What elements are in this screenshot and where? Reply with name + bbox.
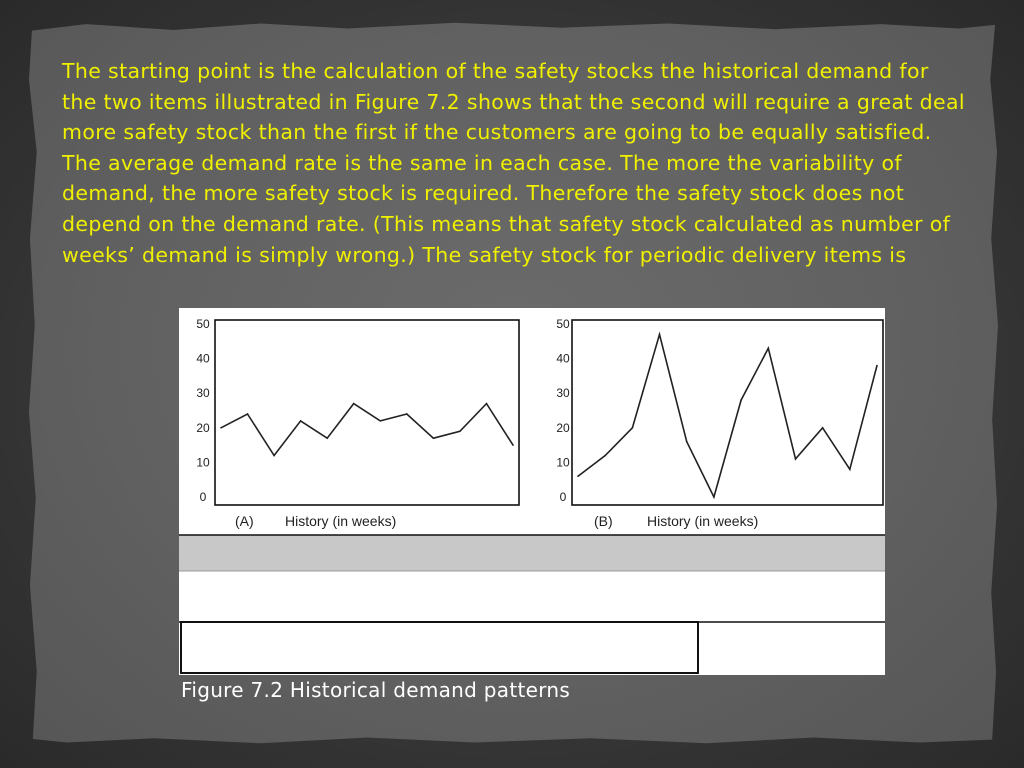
chart-b: [556, 317, 883, 529]
series-line: [578, 334, 877, 497]
table-empty-cell: [181, 622, 698, 673]
data-point: [659, 334, 661, 336]
data-point: [686, 441, 688, 443]
panel-label: (B): [594, 513, 613, 529]
data-point: [379, 420, 381, 422]
y-tick-label: 20: [196, 420, 210, 435]
table-band-gray: [179, 535, 885, 571]
data-point: [300, 420, 302, 422]
data-point: [512, 444, 514, 446]
data-point: [713, 496, 715, 498]
y-tick-label: 20: [556, 420, 570, 435]
y-tick-label: 0: [199, 490, 207, 504]
data-point: [433, 437, 435, 439]
y-tick-label: 10: [556, 455, 570, 470]
data-point: [822, 427, 824, 429]
panel-label: (A): [235, 513, 254, 529]
data-point: [220, 427, 222, 429]
y-tick-label: 10: [196, 455, 210, 470]
data-point: [795, 458, 797, 460]
data-point: [632, 427, 634, 429]
series-line: [221, 404, 513, 456]
data-point: [406, 413, 408, 415]
y-tick-label: 40: [196, 351, 210, 366]
y-tick-label: 30: [556, 386, 570, 401]
data-point: [486, 403, 488, 405]
data-point: [849, 469, 851, 471]
data-point: [459, 430, 461, 432]
y-tick-label: 30: [196, 386, 210, 401]
x-axis-label: History (in weeks): [285, 513, 397, 529]
y-tick-label: 40: [556, 351, 570, 366]
data-point: [767, 347, 769, 349]
data-point: [577, 475, 579, 477]
y-tick-label: 50: [556, 317, 570, 331]
body-paragraph: The starting point is the calculation of the safety stocks the historical demand for the two items illustrated in Figure 7.2 shows that the second will require a great deal more safety stock than the first if the customers are going to be equally satisfied. The average demand rate is the same in each case. The more the variability of demand, the more safety stock is required. Therefore the safety stock does not depend on the demand rate. (This means that safety stock calculated as number of weeks’ demand is simply wrong.) The safety stock for periodic delivery items is: [62, 59, 965, 267]
data-point: [353, 403, 355, 405]
data-point: [604, 455, 606, 457]
figure-svg: [179, 308, 885, 675]
data-point: [326, 437, 328, 439]
data-point: [247, 413, 249, 415]
plot-frame: [572, 320, 883, 505]
x-axis-label: History (in weeks): [647, 513, 759, 529]
figure-caption: Figure 7.2 Historical demand patterns: [181, 678, 571, 702]
data-point: [740, 399, 742, 401]
chart-a: [196, 317, 519, 529]
y-tick-label: 50: [196, 317, 210, 331]
figure-7-2: [179, 308, 885, 675]
y-tick-label: 0: [559, 490, 567, 504]
data-point: [876, 365, 878, 367]
data-point: [273, 455, 275, 457]
